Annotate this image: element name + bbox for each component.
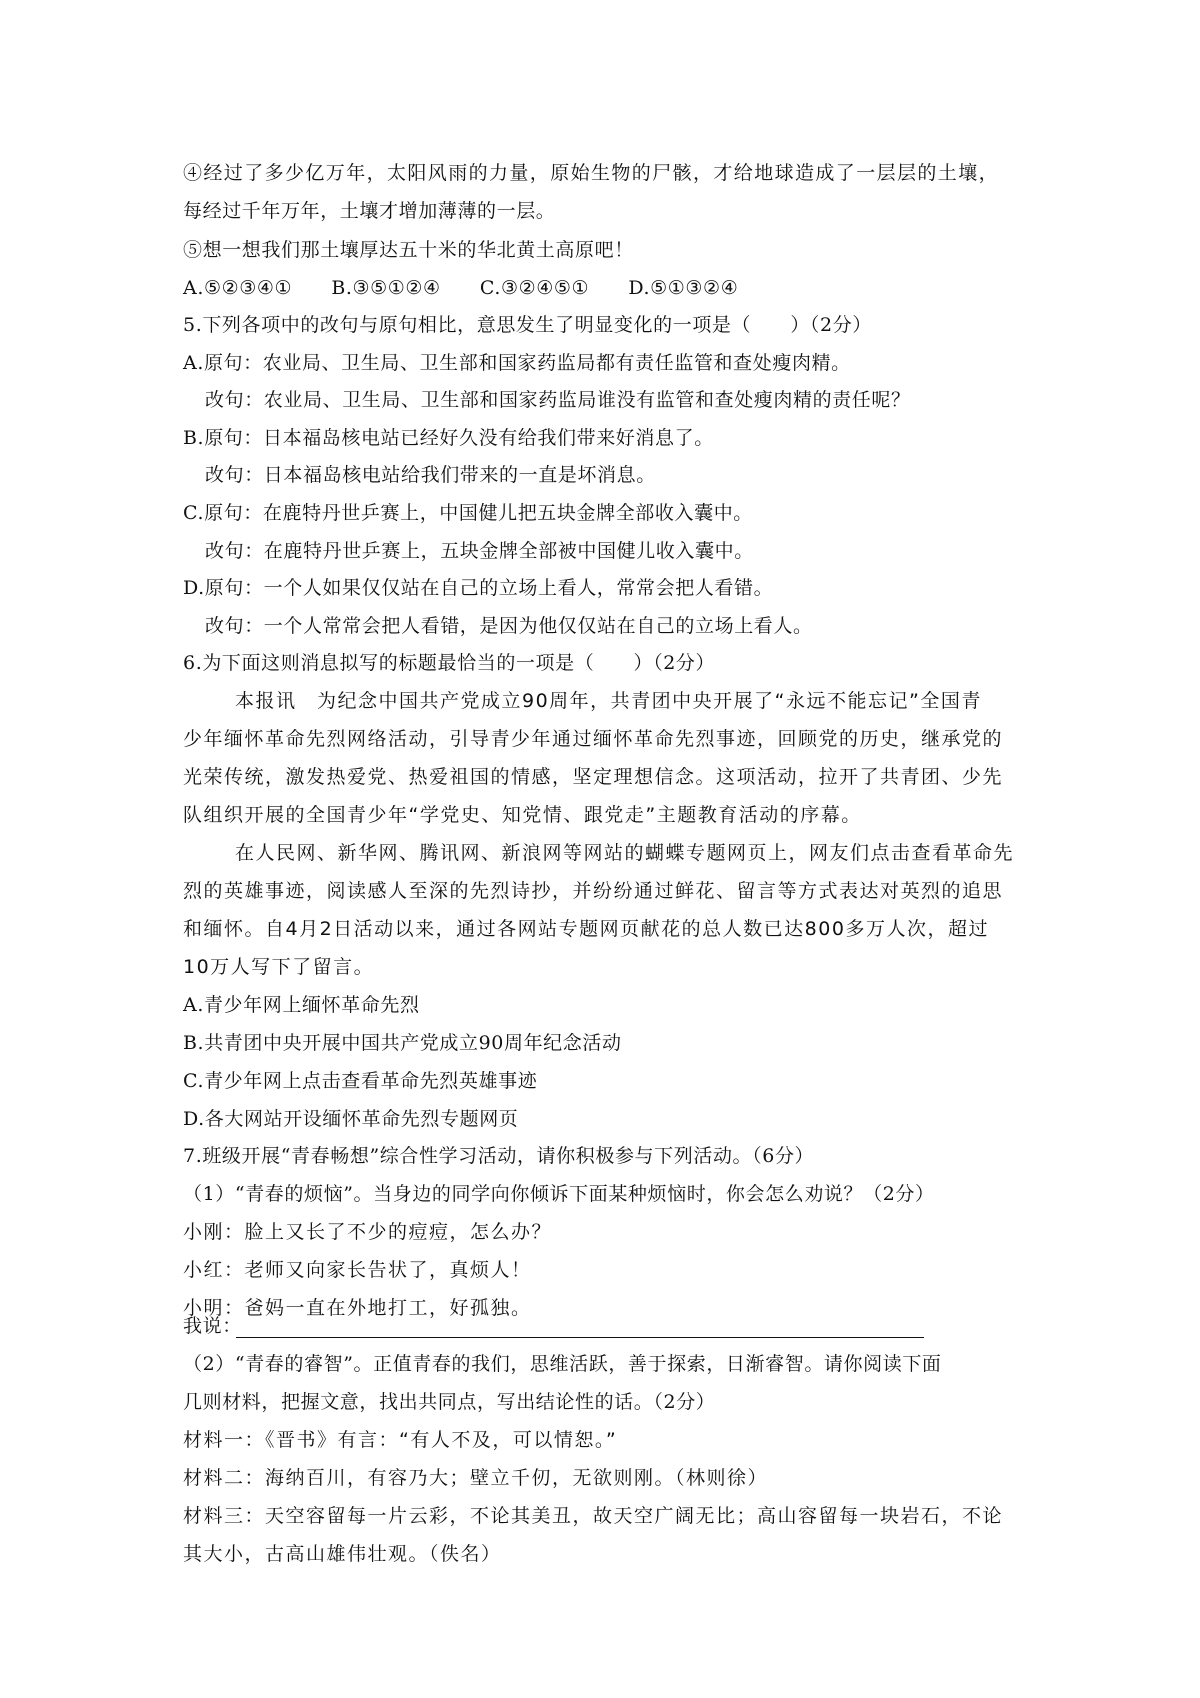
q5-option-b-revised: 改句：日本福岛核电站给我们带来的一直是坏消息。 (205, 464, 656, 486)
q5-option-c-original: C.原句：在鹿特丹世乒赛上，中国健儿把五块金牌全部收入囊中。 (183, 502, 753, 524)
news-paragraph-1-line-1: 本报讯 为纪念中国共产党成立90周年，共青团中央开展了“永远不能忘记”全国青 (235, 690, 982, 712)
q5-option-a-revised: 改句：农业局、卫生局、卫生部和国家药监局谁没有监管和查处瘦肉精的责任呢？ (205, 389, 911, 411)
q5-option-c-revised: 改句：在鹿特丹世乒赛上，五块金牌全部被中国健儿收入囊中。 (205, 540, 754, 562)
q7-worry-xiaoming: 小明：爸妈一直在外地打工，好孤独。 (183, 1297, 532, 1319)
q7-part-1-stem: （1）“青春的烦恼”。当身边的同学向你倾诉下面某种烦恼时，你会怎么劝说？（2分） (183, 1183, 935, 1205)
news-paragraph-2-line-4: 10万人写下了留言。 (183, 956, 375, 978)
q7-material-1: 材料一：《晋书》有言：“有人不及，可以情恕。” (183, 1429, 618, 1451)
q5-option-a-original: A.原句：农业局、卫生局、卫生部和国家药监局都有责任监管和查处瘦肉精。 (183, 352, 851, 374)
q7-material-2: 材料二：海纳百川，有容乃大；壁立千仞，无欲则刚。（林则徐） (183, 1467, 769, 1489)
passage-sentence-5: ⑤想一想我们那土壤厚达五十米的华北黄土高原吧！ (183, 239, 634, 261)
q7-worry-xiaogang: 小刚：脸上又长了不少的痘痘，怎么办？ (183, 1221, 553, 1243)
q7-part-2-stem: （2）“青春的睿智”。正值青春的我们，思维活跃，善于探索，日渐睿智。请你阅读下面 (183, 1353, 942, 1375)
news-paragraph-2-line-3: 和缅怀。自4月2日活动以来，通过各网站专题网页献花的总人数已达800多万人次，超过 (183, 918, 989, 940)
q4-options: A.⑤②③④① B.③⑤①②④ C.③②④⑤① D.⑤①③②④ (183, 277, 739, 299)
q7-material-3-cont: 其大小，古高山雄伟壮观。（佚名） (183, 1543, 502, 1565)
news-paragraph-1-line-2: 少年缅怀革命先烈网络活动，引导青少年通过缅怀革命先烈事迹，回顾党的历史，继承党的 (183, 728, 1004, 750)
news-paragraph-2-line-1: 在人民网、新华网、腾讯网、新浪网等网站的蝴蝶专题网页上，网友们点击查看革命先 (235, 842, 1015, 864)
q6-option-a: A.青少年网上缅怀革命先烈 (183, 994, 420, 1016)
q6-option-b: B.共青团中央开展中国共产党成立90周年纪念活动 (183, 1032, 622, 1054)
passage-sentence-4-cont: 每经过千年万年，土壤才增加薄薄的一层。 (183, 200, 556, 222)
q7-answer-label: 我说： (183, 1315, 242, 1337)
q7-worry-xiaohong: 小红：老师又向家长告状了，真烦人！ (183, 1259, 532, 1281)
q7-part-2-stem-cont: 几则材料，把握文意，找出共同点，写出结论性的话。（2分） (183, 1391, 716, 1413)
news-paragraph-1-line-4: 队组织开展的全国青少年“学党史、知党情、跟党走”主题教育活动的序幕。 (183, 804, 862, 826)
q6-option-d: D.各大网站开设缅怀革命先烈专题网页 (183, 1108, 519, 1130)
q5-option-d-original: D.原句：一个人如果仅仅站在自己的立场上看人，常常会把人看错。 (183, 577, 774, 599)
q5-stem: 5.下列各项中的改句与原句相比，意思发生了明显变化的一项是（ ）（2分） (183, 314, 872, 336)
news-paragraph-2-line-2: 烈的英雄事迹，阅读感人至深的先烈诗抄，并纷纷通过鲜花、留言等方式表达对英烈的追思 (183, 880, 1004, 902)
answer-blank-line[interactable] (236, 1337, 924, 1338)
q5-option-b-original: B.原句：日本福岛核电站已经好久没有给我们带来好消息了。 (183, 427, 714, 449)
passage-sentence-4: ④经过了多少亿万年，太阳风雨的力量，原始生物的尸骸，才给地球造成了一层层的土壤， (183, 162, 1000, 184)
news-paragraph-1-line-3: 光荣传统，激发热爱党、热爱祖国的情感，坚定理想信念。这项活动，拉开了共青团、少先 (183, 766, 1004, 788)
q6-stem: 6.为下面这则消息拟写的标题最恰当的一项是（ ）（2分） (183, 652, 716, 674)
q6-option-c: C.青少年网上点击查看革命先烈英雄事迹 (183, 1070, 538, 1092)
q7-material-3: 材料三：天空容留每一片云彩，不论其美丑，故天空广阔无比；高山容留每一块岩石，不论 (183, 1505, 1004, 1527)
q7-stem: 7.班级开展“青春畅想”综合性学习活动，请你积极参与下列活动。（6分） (183, 1145, 815, 1167)
q5-option-d-revised: 改句：一个人常常会把人看错，是因为他仅仅站在自己的立场上看人。 (205, 615, 813, 637)
